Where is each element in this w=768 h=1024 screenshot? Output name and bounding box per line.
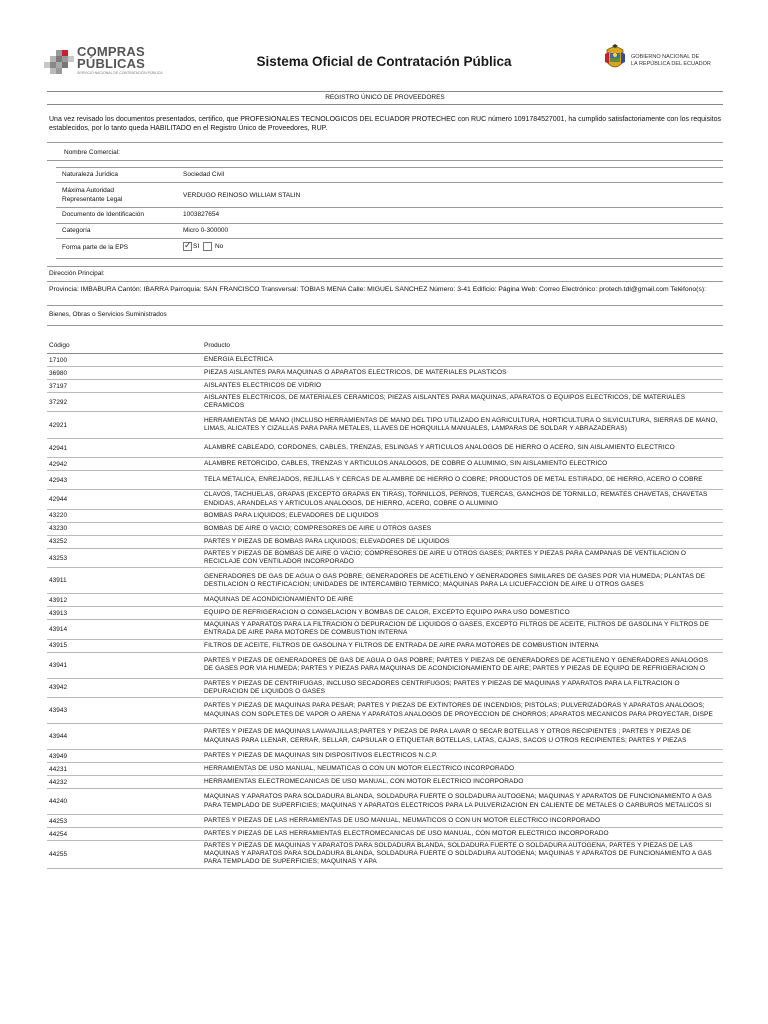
eps-no-checkbox[interactable] (203, 242, 212, 251)
table-row (47, 776, 723, 789)
table-row (47, 367, 723, 380)
product-code: 42942 (49, 460, 68, 468)
product-description: FILTROS DE ACEITE, FILTROS DE GASOLINA Y FILTROS DE ENTRADA DE AIRE PARA MOTORES DE COMBUSTION INTERNA (204, 641, 599, 649)
categoria-value: Micro 0-300000 (183, 227, 229, 234)
product-description: ENERGIA ELECTRICA (204, 355, 273, 363)
page-title: Sistema Oficial de Contratación Pública (256, 54, 512, 69)
product-description: AISLANTES ELECTRICOS DE VIDRIO (204, 381, 322, 389)
table-row (47, 458, 723, 471)
eps-si-label: SI (193, 243, 200, 251)
table-row (47, 490, 723, 509)
product-code: 44253 (49, 817, 68, 825)
products-table-header (47, 340, 723, 354)
product-code: 43949 (49, 752, 68, 760)
product-description: PARTES Y PIEZAS DE MAQUINAS LAVAVAJILLAS;PARTES Y PIEZAS DE PARA LAVAR O SECAR BOTELLAS Y OTROS RECIPIENTES ; PARTES Y PIEZAS DE MAQUINAS PARA LLENAR, CERRAR, SELLAR, CAPSULAR O ETIQUETAR BOTELLAS, LATAS, CAJAS, SACOS U OTROS RECIPIENTES; PARTES Y PIEZAS (204, 728, 692, 744)
table-row (47, 354, 723, 367)
naturaleza-value: Sociedad Civil (183, 171, 225, 178)
product-description: MAQUINAS DE ACONDICIONAMIENTO DE AIRE (204, 596, 354, 604)
divider (47, 305, 723, 306)
product-code: 43941 (49, 661, 68, 669)
table-row (47, 653, 723, 679)
product-description: PARTES Y PIEZAS DE BOMBAS DE AIRE O VACIO; COMPRESORES DE AIRE U OTROS GASES; PARTES Y PIEZAS PARA CAMPANAS DE VENTILACION O RECICLAJE CON VENTILADOR INCORPORADO (204, 549, 687, 566)
product-code: 43913 (49, 609, 68, 617)
product-code: 43252 (49, 538, 68, 546)
product-code: 42921 (49, 421, 68, 429)
nombre-comercial-label: Nombre Comercial: (64, 149, 120, 156)
divider (47, 281, 723, 282)
product-code: 17100 (49, 356, 68, 364)
direccion-text: Provincia: IMBABURA Cantón: IBARRA Parroquia: SAN FRANCISCO Transversal: TOBIAS MENA Calle: MIGUEL SANCHEZ Número: 3-41 Edificio: Página Web: Correo Electrónico: protech.tdl@gmail.com Teléfono(s): (49, 286, 706, 293)
product-code: 43914 (49, 625, 68, 633)
logo-wordmark: COMPRAS PÚBLICAS (77, 44, 146, 71)
product-code: 42943 (49, 476, 68, 484)
product-description: ALAMBRE CABLEADO, CORDONES, CABLES, TRENZAS, ESLINGAS Y ARTICULOS ANALOGOS DE HIERRO O ACERO, SIN AISLAMIENTO ELECTRICO (204, 444, 675, 452)
product-description: PIEZAS AISLANTES PARA MAQUINAS O APARATOS ELECTRICOS, DE MATERIALES PLASTICOS (204, 368, 507, 376)
gobierno-text: GOBIERNO NACIONAL DE LA REPÚBLICA DEL ECUADOR (631, 54, 711, 67)
bienes-label: Bienes, Obras o Servicios Suministrados (49, 311, 167, 318)
product-code: 44232 (49, 778, 68, 786)
table-row (47, 439, 723, 458)
product-description: PARTES Y PIEZAS DE BOMBAS PARA LIQUIDOS; ELEVADORES DE LIQUIDOS (204, 537, 450, 545)
direccion-label: Dirección Principal: (49, 270, 105, 277)
table-row (47, 620, 723, 639)
divider (56, 238, 723, 239)
table-row (47, 640, 723, 653)
product-code: 43911 (49, 577, 67, 585)
page-header (0, 38, 768, 88)
product-description: BOMBAS PARA LIQUIDOS; ELEVADORES DE LIQUIDOS (204, 511, 379, 519)
product-code: 37292 (49, 398, 68, 406)
product-description: HERRAMIENTAS ELECTROMECANICAS DE USO MANUAL, CON MOTOR ELECTRICO INCORPORADO (204, 777, 524, 785)
product-code: 43253 (49, 554, 68, 562)
product-description: PARTES Y PIEZAS DE LAS HERRAMIENTAS DE USO MANUAL, NEUMATICOS O CON UN MOTOR ELECTRICO INCORPORADO (204, 816, 601, 824)
product-description: ALAMBRE RETORCIDO, CABLES, TRENZAS Y ARTICULOS ANALOGOS, DE COBRE O ALUMINIO, SIN AISLAMIENTO ELECTRICO (204, 460, 608, 468)
table-row (47, 510, 723, 523)
product-code: 36980 (49, 369, 68, 377)
product-description: PARTES Y PIEZAS DE LAS HERRAMIENTAS ELECTROMECANICAS DE USO MANUAL, CON MOTOR ELECTRICO INCORPORADO (204, 829, 609, 837)
eps-no-label: No (214, 243, 224, 251)
product-code: 43942 (49, 684, 68, 692)
product-description: HERRAMIENTAS DE USO MANUAL, NEUMATICAS O CON UN MOTOR ELECTRICO INCORPORADO (204, 764, 515, 772)
coat-of-arms-icon (603, 44, 627, 74)
certification-text: Una vez revisado los documentos presentados, certifico, que PROFESIONALES TECNOLOGICOS DEL ECUADOR PROTECHEC con RUC número 1091784527001, ha cumplido satisfactoriamente con los requisitos establecidos, por lo tanto queda HABILITADO en el Registro Único de Proveedores, RUP. (49, 116, 721, 132)
table-row (47, 789, 723, 815)
product-description: TELA METALICA, ENREJADOS, REJILLAS Y CERCAS DE ALAMBRE DE HIERRO O COBRE; PRODUCTOS DE METAL ESTIRADO, DE HIERRO, ACERO O COBRE (204, 476, 703, 484)
divider (56, 182, 723, 183)
autoridad-label: Máxima Autoridad Representante Legal (62, 187, 123, 203)
product-code: 43943 (49, 707, 68, 715)
table-row (47, 594, 723, 607)
product-description: PARTES Y PIEZAS DE MAQUINAS PARA PESAR; PARTES Y PIEZAS DE EXTINTORES DE INCENDIOS; PISTOLAS; PULVERIZADORAS Y APARATOS ANALOGOS; MAQUINAS CON SOPLETES DE VAPOR O ARENA Y APARATOS ANALOGOS DE PROYECCION DE CHORROS; APARATOS MECANICOS PARA PROYECTAR, DISPE (204, 702, 713, 718)
table-row (47, 750, 723, 763)
product-code: 44255 (49, 850, 68, 858)
product-code: 42941 (49, 444, 68, 452)
section-title: REGISTRO ÚNICO DE PROVEEDORES (47, 91, 723, 105)
table-row (47, 828, 723, 841)
divider (56, 167, 723, 168)
product-description: GENERADORES DE GAS DE AGUA O GAS POBRE; GENERADORES DE ACETILENO Y GENERADORES SIMILARES DE GASES POR VIA HUMEDA; PLANTAS DE DESTILACION O RECTIFICACION; UNIDADES DE INTERCAMBIO TERMICO; MAQUINAS PARA LA LICUEFACCION DE AIRE U OTROS GASES (204, 572, 706, 588)
table-row (47, 763, 723, 776)
product-code: 43915 (49, 642, 68, 650)
product-description: PARTES Y PIEZAS DE CENTRIFUGAS, INCLUSO SECADORES CENTRIFUGOS; PARTES Y PIEZAS DE MAQUINAS Y APARATOS PARA LA FILTRACION O DEPURACION DE LIQUIDOS O GASES (204, 679, 680, 695)
table-row (47, 724, 723, 750)
table-row (47, 412, 723, 439)
table-row (47, 549, 723, 568)
naturaleza-label: Naturaleza Jurídica (62, 171, 118, 178)
eps-label: Forma parte de la EPS (62, 244, 129, 251)
product-description: PARTES Y PIEZAS DE MAQUINAS Y APARATOS PARA SOLDADURA BLANDA, SOLDADURA FUERTE O SOLDADURA AUTOGENA, PARTES Y PIEZAS DE LAS MAQUINAS Y APARATOS PARA SOLDADURA BLANDA, SOLDADURA FUERTE O SOLDADURA AUTOGENA; MAQUINAS Y APARATOS DE FUNCIONAMIENTO A GAS PARA TEMPLADO DE SUPERFICIES; MAQUINAS Y APA (204, 842, 712, 866)
divider (56, 207, 723, 208)
product-code: 37197 (49, 382, 68, 390)
divider (47, 142, 723, 143)
divider (47, 160, 723, 161)
table-row (47, 841, 723, 869)
table-row (47, 471, 723, 490)
product-code: 42944 (49, 496, 68, 504)
product-code: 44231 (49, 765, 68, 773)
table-row (47, 607, 723, 620)
table-row (47, 698, 723, 724)
documento-label: Documento de Identificación (62, 211, 145, 218)
table-row (47, 815, 723, 828)
divider (47, 325, 723, 326)
col-product-header: Producto (204, 342, 231, 349)
product-code: 43230 (49, 525, 68, 533)
table-row (47, 380, 723, 393)
table-row (47, 568, 723, 594)
divider (56, 223, 723, 224)
products-table (47, 340, 723, 869)
eps-options (183, 242, 223, 251)
eps-si-checkbox[interactable] (183, 242, 192, 251)
product-description: MAQUINAS Y APARATOS PARA LA FILTRACION O DEPURACION DE LIQUIDOS O GASES, EXCEPTO FILTROS DE ACEITE, FILTROS DE GASOLINA Y FILTROS DE ENTRADA DE AIRE PARA MOTORES DE COMBUSTION INTERNA (204, 621, 710, 637)
product-description: AISLANTES ELECTRICOS, DE MATERIALES CERAMICOS; PIEZAS AISLANTES PARA MAQUINAS, APARATOS O EQUIPOS ELECTRICOS, DE MATERIALES CERAMICOS (204, 394, 686, 410)
product-code: 44240 (49, 798, 68, 806)
product-description: PARTES Y PIEZAS DE MAQUINAS SIN DISPOSITIVOS ELECTRICOS N.C.P. (204, 751, 438, 759)
product-description: PARTES Y PIEZAS DE GENERADORES DE GAS DE AGUA O GAS POBRE; PARTES Y PIEZAS DE GENERADORES DE ACETILENO Y GENERADORES ANALOGOS DE GASES POR VIA HUMEDA; PARTES Y PIEZAS PARA MAQUINAS DE ACONDICIONAMIENTO DE AIRE; PARTES Y PIEZAS DE EQUIPO DE REFRIGERACION O (204, 656, 709, 673)
table-row (47, 523, 723, 536)
products-table-body (47, 354, 723, 869)
divider (56, 258, 723, 259)
col-code-header: Código (49, 342, 70, 349)
product-description: HERRAMIENTAS DE MANO (INCLUSO HERRAMIENTAS DE MANO DEL TIPO UTILIZADO EN AGRICULTURA, HORTICULTURA O SILVICULTURA, SIERRAS DE MANO, LIMAS, ALICATES Y CIZALLAS PARA PARA METALES, LLAVES DE HORQUILLA MANUALES, LAMPARAS DE SOLDAR Y ABRAZADERAS) (204, 417, 718, 433)
divider (47, 266, 723, 267)
product-description: EQUIPO DE REFRIGERACION O CONGELACION Y BOMBAS DE CALOR, EXCEPTO EQUIPO PARA USO DOMESTICO (204, 609, 570, 617)
product-code: 43220 (49, 512, 68, 520)
table-row (47, 536, 723, 549)
table-row (47, 679, 723, 698)
product-description: BOMBAS DE AIRE O VACIO; COMPRESORES DE AIRE U OTROS GASES (204, 524, 432, 532)
product-code: 43944 (49, 733, 68, 741)
table-row (47, 393, 723, 412)
autoridad-value: VERDUGO REINOSO WILLIAM STALIN (183, 192, 301, 199)
gobierno-logo (603, 44, 733, 78)
product-description: CLAVOS, TACHUELAS, GRAPAS (EXCEPTO GRAPAS EN TIRAS), TORNILLOS, PERNOS, TUERCAS, GANCHOS DE TORNILLO, REMATES CHAVETAS, CHAVETAS ENDIDAS, ARANDELAS Y ARTICULOS ANALOGOS, DE HIERRO, ACERO, COBRE O ALUMINIO (204, 491, 708, 507)
categoria-label: Categoría (62, 227, 91, 234)
product-code: 44254 (49, 830, 68, 838)
documento-value: 1003827654 (183, 211, 220, 218)
product-code: 43912 (49, 596, 68, 604)
logo-subtitle: SERVICIO NACIONAL DE CONTRATACIÓN PÚBLICA (77, 71, 163, 75)
product-description: MAQUINAS Y APARATOS PARA SOLDADURA BLANDA, SOLDADURA FUERTE O SOLDADURA AUTOGENA; MAQUINAS Y APARATOS DE FUNCIONAMIENTO A GAS PARA TEMPLADO DE SUPERFICIES; MAQUINAS Y APARATOS ELECTRICOS PARA LA PULVERIZACION EN CALIENTE DE METALES O CARBUROS METALICOS SI (204, 793, 712, 809)
